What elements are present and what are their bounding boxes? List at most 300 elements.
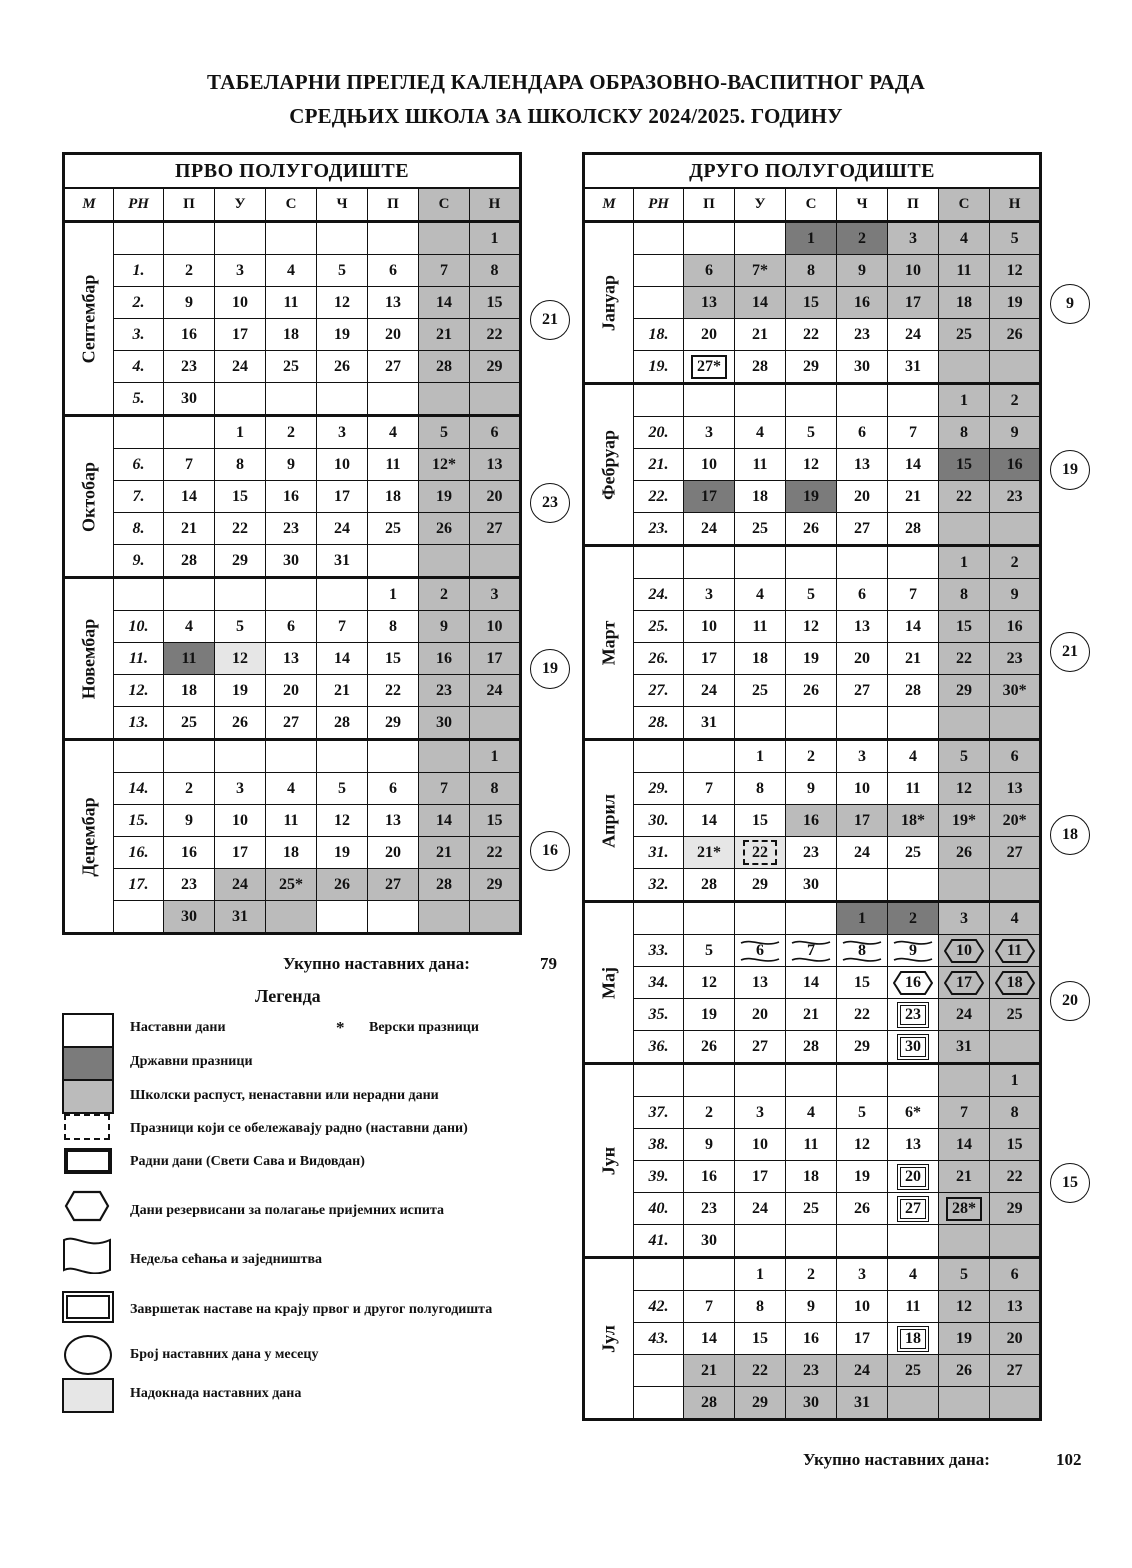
week-row <box>64 643 521 675</box>
day-cell: 11 <box>888 773 939 805</box>
day-cell: 15 <box>470 287 521 319</box>
day-cell <box>215 383 266 416</box>
day-cell: 4 <box>266 773 317 805</box>
day-cell: 29 <box>990 1193 1041 1225</box>
day-cell: 23 <box>266 513 317 545</box>
day-cell <box>939 351 990 384</box>
legend-teaching-days: Наставни дани <box>130 1020 226 1035</box>
day-cell: 10 <box>735 1129 786 1161</box>
day-cell: 25 <box>735 513 786 546</box>
day-cell: 17 <box>470 643 521 675</box>
week-number: 42. <box>634 1291 684 1323</box>
day-cell: 14 <box>786 967 837 999</box>
day-cell: 20 <box>735 999 786 1031</box>
day-cell: 10 <box>684 611 735 643</box>
week-row <box>64 449 521 481</box>
day-cell: 12 <box>939 773 990 805</box>
week-row <box>64 869 521 901</box>
day-cell <box>990 1031 1041 1064</box>
week-number: 17. <box>114 869 164 901</box>
day-cell: 18 <box>786 1161 837 1193</box>
day-header: РН <box>114 188 164 222</box>
week-number: 38. <box>634 1129 684 1161</box>
day-cell: 31 <box>317 545 368 578</box>
day-cell <box>419 222 470 255</box>
day-cell: 30 <box>786 1387 837 1420</box>
day-header: Ч <box>837 188 888 222</box>
remembrance-wave-icon <box>740 939 780 963</box>
day-cell: 27 <box>735 1031 786 1064</box>
week-row <box>584 1291 1041 1323</box>
day-cell: 10 <box>215 287 266 319</box>
week-number <box>634 255 684 287</box>
day-cell: 24 <box>684 675 735 707</box>
day-cell: 21* <box>684 837 735 869</box>
week-row <box>584 902 1041 935</box>
day-cell: 6 <box>990 1258 1041 1291</box>
day-cell: 17 <box>317 481 368 513</box>
day-cell: 25 <box>939 319 990 351</box>
day-cell: 28 <box>888 513 939 546</box>
day-cell <box>317 383 368 416</box>
month-label: Мај <box>598 966 619 999</box>
day-cell: 21 <box>735 319 786 351</box>
day-cell: 13 <box>368 287 419 319</box>
day-cell: 17 <box>837 805 888 837</box>
day-cell: 23 <box>837 319 888 351</box>
day-cell <box>368 901 419 934</box>
day-cell: 14 <box>684 805 735 837</box>
day-cell <box>939 1225 990 1258</box>
week-row <box>584 546 1041 579</box>
day-cell: 23 <box>990 481 1041 513</box>
day-cell <box>939 1064 990 1097</box>
day-cell: 14 <box>317 643 368 675</box>
day-cell: 11 <box>735 611 786 643</box>
day-cell: 8 <box>368 611 419 643</box>
week-number: 37. <box>634 1097 684 1129</box>
day-cell: 25 <box>164 707 215 740</box>
second-semester-table <box>582 152 1042 1421</box>
day-cell: 15 <box>735 805 786 837</box>
day-cell: 30* <box>990 675 1041 707</box>
day-cell: 4 <box>888 740 939 773</box>
week-row <box>64 773 521 805</box>
day-cell: 5 <box>786 579 837 611</box>
day-cell <box>939 935 990 967</box>
week-row <box>584 611 1041 643</box>
day-cell: 20 <box>368 837 419 869</box>
day-header: П <box>888 188 939 222</box>
day-cell: 25* <box>266 869 317 901</box>
day-cell: 24 <box>888 319 939 351</box>
day-cell: 3 <box>317 416 368 449</box>
week-row <box>584 805 1041 837</box>
day-cell: 16 <box>419 643 470 675</box>
day-cell: 19 <box>786 643 837 675</box>
week-row <box>64 675 521 707</box>
day-cell: 22 <box>368 675 419 707</box>
legend-wave-icon <box>62 1236 112 1274</box>
working-day-marker: 27* <box>691 355 727 379</box>
day-cell: 12 <box>786 449 837 481</box>
day-cell: 28 <box>786 1031 837 1064</box>
day-header: М <box>64 188 114 222</box>
day-cell: 3 <box>888 222 939 255</box>
day-cell: 29 <box>939 675 990 707</box>
day-header: П <box>684 188 735 222</box>
day-cell: 21 <box>419 837 470 869</box>
day-cell: 14 <box>684 1323 735 1355</box>
day-cell: 29 <box>735 1387 786 1420</box>
day-cell: 3 <box>215 773 266 805</box>
week-number: 41. <box>634 1225 684 1258</box>
week-number: 26. <box>634 643 684 675</box>
day-cell: 24 <box>735 1193 786 1225</box>
week-number: 19. <box>634 351 684 384</box>
day-cell: 13 <box>837 611 888 643</box>
day-cell: 2 <box>684 1097 735 1129</box>
day-cell: 28 <box>888 675 939 707</box>
day-cell: 9 <box>837 255 888 287</box>
title-line2: СРЕДЊИХ ШКОЛА ЗА ШКОЛСКУ 2024/2025. ГОДИНУ <box>289 104 843 128</box>
day-cell: 8 <box>215 449 266 481</box>
legend-asterisk: * <box>336 1018 345 1037</box>
week-number: 3. <box>114 319 164 351</box>
day-cell: 21 <box>939 1161 990 1193</box>
day-cell <box>368 545 419 578</box>
week-number <box>634 1355 684 1387</box>
month-days-count: 9 <box>1050 284 1090 324</box>
day-cell: 15 <box>939 611 990 643</box>
week-row <box>64 837 521 869</box>
day-cell: 27 <box>266 707 317 740</box>
day-cell: 13 <box>684 287 735 319</box>
day-cell: 8 <box>786 255 837 287</box>
day-cell: 23 <box>164 869 215 901</box>
day-cell <box>888 1064 939 1097</box>
day-cell <box>786 902 837 935</box>
day-cell: 25 <box>266 351 317 383</box>
day-cell: 4 <box>266 255 317 287</box>
week-row <box>584 1097 1041 1129</box>
day-cell: 18* <box>888 805 939 837</box>
week-row <box>584 935 1041 967</box>
day-cell <box>939 869 990 902</box>
day-cell: 18 <box>164 675 215 707</box>
day-cell: 16 <box>786 805 837 837</box>
week-number: 10. <box>114 611 164 643</box>
day-cell: 26 <box>990 319 1041 351</box>
week-number: 34. <box>634 967 684 999</box>
day-cell: 24 <box>317 513 368 545</box>
week-number: 28. <box>634 707 684 740</box>
day-cell <box>888 935 939 967</box>
day-cell: 5 <box>837 1097 888 1129</box>
day-cell <box>786 707 837 740</box>
day-cell: 28 <box>684 1387 735 1420</box>
day-cell: 22 <box>470 319 521 351</box>
day-cell: 22 <box>837 999 888 1031</box>
day-cell: 31 <box>888 351 939 384</box>
day-cell <box>888 1161 939 1193</box>
day-cell: 4 <box>888 1258 939 1291</box>
day-cell: 3 <box>684 579 735 611</box>
day-cell: 9 <box>684 1129 735 1161</box>
week-row <box>584 287 1041 319</box>
day-cell: 5 <box>215 611 266 643</box>
day-number: 9 <box>909 941 917 959</box>
day-cell: 30 <box>266 545 317 578</box>
day-cell: 21 <box>419 319 470 351</box>
day-cell: 1 <box>215 416 266 449</box>
day-cell: 20 <box>470 481 521 513</box>
day-cell: 6 <box>684 255 735 287</box>
day-cell: 27 <box>837 513 888 546</box>
week-number <box>634 902 684 935</box>
day-cell: 20 <box>368 319 419 351</box>
day-cell: 17 <box>215 837 266 869</box>
day-cell: 5 <box>317 255 368 287</box>
total-label-second: Укупно наставних дана: <box>803 1450 990 1469</box>
day-cell: 10 <box>888 255 939 287</box>
day-cell: 22 <box>786 319 837 351</box>
day-cell: 21 <box>317 675 368 707</box>
day-cell: 16 <box>786 1323 837 1355</box>
day-cell: 6 <box>470 416 521 449</box>
month-name <box>584 1258 634 1420</box>
day-header: У <box>735 188 786 222</box>
day-cell: 19 <box>837 1161 888 1193</box>
day-cell: 27 <box>837 675 888 707</box>
day-cell: 27 <box>470 513 521 545</box>
legend-makeup-days: Надокнада наставних дана <box>130 1386 302 1401</box>
day-cell: 20 <box>837 481 888 513</box>
month-name <box>584 222 634 384</box>
day-cell <box>837 935 888 967</box>
day-cell: 10 <box>837 1291 888 1323</box>
day-cell: 7* <box>735 255 786 287</box>
day-cell: 17 <box>837 1323 888 1355</box>
day-cell: 3 <box>837 740 888 773</box>
day-cell: 3 <box>735 1097 786 1129</box>
day-cell: 8 <box>470 773 521 805</box>
day-cell <box>368 222 419 255</box>
day-cell: 6 <box>990 740 1041 773</box>
month-name <box>584 902 634 1064</box>
month-label: Јануар <box>598 274 619 331</box>
week-number: 36. <box>634 1031 684 1064</box>
day-cell: 26 <box>419 513 470 545</box>
day-cell: 3 <box>684 417 735 449</box>
day-cell: 29 <box>368 707 419 740</box>
month-days-count: 20 <box>1050 981 1090 1021</box>
day-cell: 5 <box>419 416 470 449</box>
day-number: 8 <box>858 941 866 959</box>
month-name <box>64 578 114 740</box>
day-cell <box>939 707 990 740</box>
week-row <box>64 255 521 287</box>
week-row <box>584 513 1041 546</box>
day-cell <box>786 1225 837 1258</box>
day-cell <box>684 1064 735 1097</box>
month-name <box>64 416 114 578</box>
day-cell: 30 <box>837 351 888 384</box>
day-cell <box>419 545 470 578</box>
day-cell: 12 <box>317 287 368 319</box>
month-label: Март <box>598 620 619 665</box>
day-cell: 10 <box>684 449 735 481</box>
day-header: П <box>164 188 215 222</box>
day-cell: 27 <box>990 837 1041 869</box>
legend-swatch-teaching <box>62 1013 114 1048</box>
day-cell: 1 <box>939 546 990 579</box>
week-row <box>64 805 521 837</box>
legend-swatch-dashed <box>64 1114 110 1140</box>
day-cell <box>266 578 317 611</box>
day-cell: 17 <box>684 643 735 675</box>
week-row <box>64 740 521 773</box>
day-cell <box>684 351 735 384</box>
day-cell: 6 <box>368 255 419 287</box>
day-header: У <box>215 188 266 222</box>
week-row <box>64 578 521 611</box>
working-holiday-marker: 22 <box>743 840 777 865</box>
day-cell: 3 <box>939 902 990 935</box>
day-cell <box>888 707 939 740</box>
day-cell: 16 <box>164 837 215 869</box>
week-row <box>584 869 1041 902</box>
day-cell: 15 <box>786 287 837 319</box>
day-cell: 13 <box>368 805 419 837</box>
day-cell <box>735 1225 786 1258</box>
day-cell: 28 <box>317 707 368 740</box>
day-cell: 15 <box>939 449 990 481</box>
day-cell <box>990 351 1041 384</box>
day-cell: 24 <box>837 1355 888 1387</box>
entrance-exam-hexagon-icon <box>944 971 984 995</box>
day-cell: 1 <box>470 222 521 255</box>
day-cell: 7 <box>684 1291 735 1323</box>
day-cell: 23 <box>990 643 1041 675</box>
day-cell: 17 <box>684 481 735 513</box>
day-cell: 30 <box>786 869 837 902</box>
day-cell: 1 <box>735 740 786 773</box>
week-number: 23. <box>634 513 684 546</box>
day-header: Н <box>990 188 1041 222</box>
month-name <box>64 222 114 416</box>
day-cell: 13 <box>990 1291 1041 1323</box>
week-number: 31. <box>634 837 684 869</box>
day-cell: 22 <box>990 1161 1041 1193</box>
day-cell: 15 <box>470 805 521 837</box>
day-cell: 1 <box>368 578 419 611</box>
day-cell: 21 <box>888 643 939 675</box>
day-cell: 5 <box>990 222 1041 255</box>
day-cell: 12 <box>990 255 1041 287</box>
day-cell <box>735 902 786 935</box>
first-semester-table <box>62 152 522 935</box>
day-cell: 25 <box>735 675 786 707</box>
day-cell <box>419 740 470 773</box>
day-cell: 26 <box>939 1355 990 1387</box>
day-cell <box>990 967 1041 999</box>
week-number: 9. <box>114 545 164 578</box>
week-row <box>584 1258 1041 1291</box>
week-row <box>584 740 1041 773</box>
day-cell: 5 <box>317 773 368 805</box>
day-cell <box>684 740 735 773</box>
day-cell: 21 <box>786 999 837 1031</box>
week-number: 21. <box>634 449 684 481</box>
day-cell: 22 <box>470 837 521 869</box>
day-cell: 27 <box>368 351 419 383</box>
week-row <box>584 773 1041 805</box>
day-cell: 2 <box>990 546 1041 579</box>
day-cell: 30 <box>164 383 215 416</box>
day-cell: 1 <box>470 740 521 773</box>
day-cell <box>837 869 888 902</box>
day-cell: 6* <box>888 1097 939 1129</box>
day-cell: 1 <box>837 902 888 935</box>
day-cell <box>837 707 888 740</box>
week-number: 39. <box>634 1161 684 1193</box>
day-cell: 9 <box>164 287 215 319</box>
day-cell: 31 <box>684 707 735 740</box>
week-number: 4. <box>114 351 164 383</box>
week-row <box>584 1129 1041 1161</box>
day-cell: 7 <box>419 255 470 287</box>
end-of-classes-marker: 23 <box>897 1002 929 1028</box>
day-cell: 9 <box>786 1291 837 1323</box>
day-cell: 19 <box>215 675 266 707</box>
day-cell: 27 <box>368 869 419 901</box>
day-number: 17 <box>956 973 972 991</box>
day-cell: 21 <box>888 481 939 513</box>
day-cell: 7 <box>164 449 215 481</box>
day-cell: 28 <box>684 869 735 902</box>
day-cell: 11 <box>888 1291 939 1323</box>
day-cell: 13 <box>888 1129 939 1161</box>
day-cell: 24 <box>215 351 266 383</box>
day-cell <box>837 1064 888 1097</box>
day-cell: 29 <box>470 351 521 383</box>
week-row <box>584 449 1041 481</box>
day-cell: 29 <box>735 869 786 902</box>
day-cell: 14 <box>419 805 470 837</box>
week-number <box>634 287 684 319</box>
working-day-marker: 28* <box>946 1197 982 1221</box>
month-days-count: 18 <box>1050 815 1090 855</box>
week-number: 35. <box>634 999 684 1031</box>
semester-heading: ПРВО ПОЛУГОДИШТЕ <box>64 154 521 189</box>
day-cell: 24 <box>837 837 888 869</box>
day-cell: 19* <box>939 805 990 837</box>
week-number <box>114 740 164 773</box>
day-cell <box>470 383 521 416</box>
day-cell: 28 <box>419 351 470 383</box>
day-cell: 20 <box>266 675 317 707</box>
day-cell: 9 <box>990 417 1041 449</box>
day-header: С <box>266 188 317 222</box>
day-cell: 2 <box>419 578 470 611</box>
day-cell: 2 <box>786 1258 837 1291</box>
day-cell: 4 <box>735 579 786 611</box>
day-cell <box>888 869 939 902</box>
week-number: 6. <box>114 449 164 481</box>
day-cell: 4 <box>164 611 215 643</box>
day-cell: 4 <box>939 222 990 255</box>
